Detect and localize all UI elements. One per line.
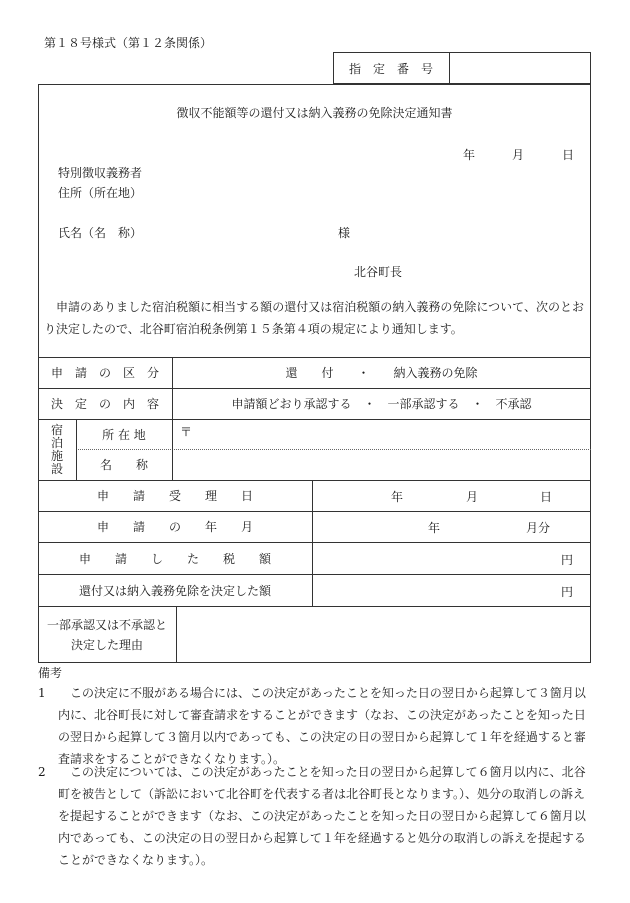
application-type-options[interactable]: 還 付 ・ 納入義務の免除 — [285, 366, 478, 380]
applied-tax-unit: 円 — [561, 553, 574, 567]
designation-value[interactable] — [449, 52, 591, 84]
received-date-month: 月 — [466, 490, 479, 504]
note-text: この決定については、この決定があったことを知った日の翌日から起算して６箇月以内に、北谷町を被告として（訴訟において北谷町を代表する者は北谷町長となります。）、処分の取消しの訴えを提起することができます（なお、この決定があったことを知った日の翌日から起算して６箇月以内であっても、この決定の日の翌日から起算して１年を経過すると処分の取消しの訴えを提起することができなくなります。）。 — [58, 765, 586, 867]
reason-label-line1: 一部承認又は不承認と — [46, 617, 167, 632]
recipient-category: 特別徴収義務者 — [58, 166, 143, 180]
received-date-day: 日 — [540, 490, 553, 504]
address-label: 住所（所在地） — [58, 186, 143, 200]
honorific: 様 — [338, 226, 351, 240]
date-day: 日 — [562, 148, 575, 162]
body-text: 申請のありました宿泊税額に相当する額の還付又は宿泊税額の納入義務の免除について、次のとおり決定したので、北谷町宿泊税条例第１５条第４項の規定により通知します。 — [44, 300, 584, 336]
postal-mark: 〒 — [180, 425, 193, 439]
decision-options[interactable]: 申請額どおり承認する ・ 一部承認する ・ 不承認 — [231, 397, 532, 411]
application-month-year: 年 — [428, 521, 441, 535]
decision-label: 決 定 の 内 容 — [50, 397, 159, 411]
application-type-label: 申 請 の 区 分 — [50, 366, 159, 380]
reason-label-line2: 決定した理由 — [70, 637, 143, 652]
notes-heading: 備考 — [38, 666, 63, 680]
issuer: 北谷町長 — [354, 265, 403, 279]
decided-amount-label: 還付又は納入義務免除を決定した額 — [78, 583, 271, 598]
designation-label: 指 定 番 号 — [348, 61, 433, 76]
reason-value[interactable] — [176, 606, 591, 663]
note-item-1 — [38, 682, 594, 770]
note-item-2 — [38, 761, 594, 871]
date-year: 年 — [463, 148, 476, 162]
facility-location-label: 所 在 地 — [102, 427, 146, 442]
application-month-month: 月分 — [526, 521, 551, 535]
decided-amount-unit: 円 — [561, 585, 574, 599]
date-month: 月 — [512, 148, 525, 162]
received-date-label: 申 請 受 理 日 — [96, 489, 253, 503]
applied-tax-label: 申 請 し た 税 額 — [78, 551, 271, 566]
document-title: 徴収不能額等の還付又は納入義務の免除決定通知書 — [176, 106, 453, 120]
note-number: 2 — [38, 765, 46, 779]
note-text: この決定に不服がある場合には、この決定があったことを知った日の翌日から起算して３箇月以内に、北谷町長に対して審査請求をすることができます（なお、この決定があったことを知った日の翌日から起算して３箇月以内であっても、この決定の日の翌日から起算して１年を経過すると審査請求をすることができなくなります。）。 — [58, 686, 586, 766]
name-label: 氏名（名 称） — [58, 226, 143, 240]
facility-group-label: 宿泊施設 — [50, 422, 63, 476]
facility-name-label: 名 称 — [99, 458, 148, 472]
application-month-label: 申 請 の 年 月 — [96, 520, 253, 534]
form-number: 第１８号様式（第１２条関係） — [44, 36, 213, 50]
reason-label — [38, 606, 176, 663]
received-date-year: 年 — [391, 490, 404, 504]
note-number: 1 — [38, 686, 46, 700]
